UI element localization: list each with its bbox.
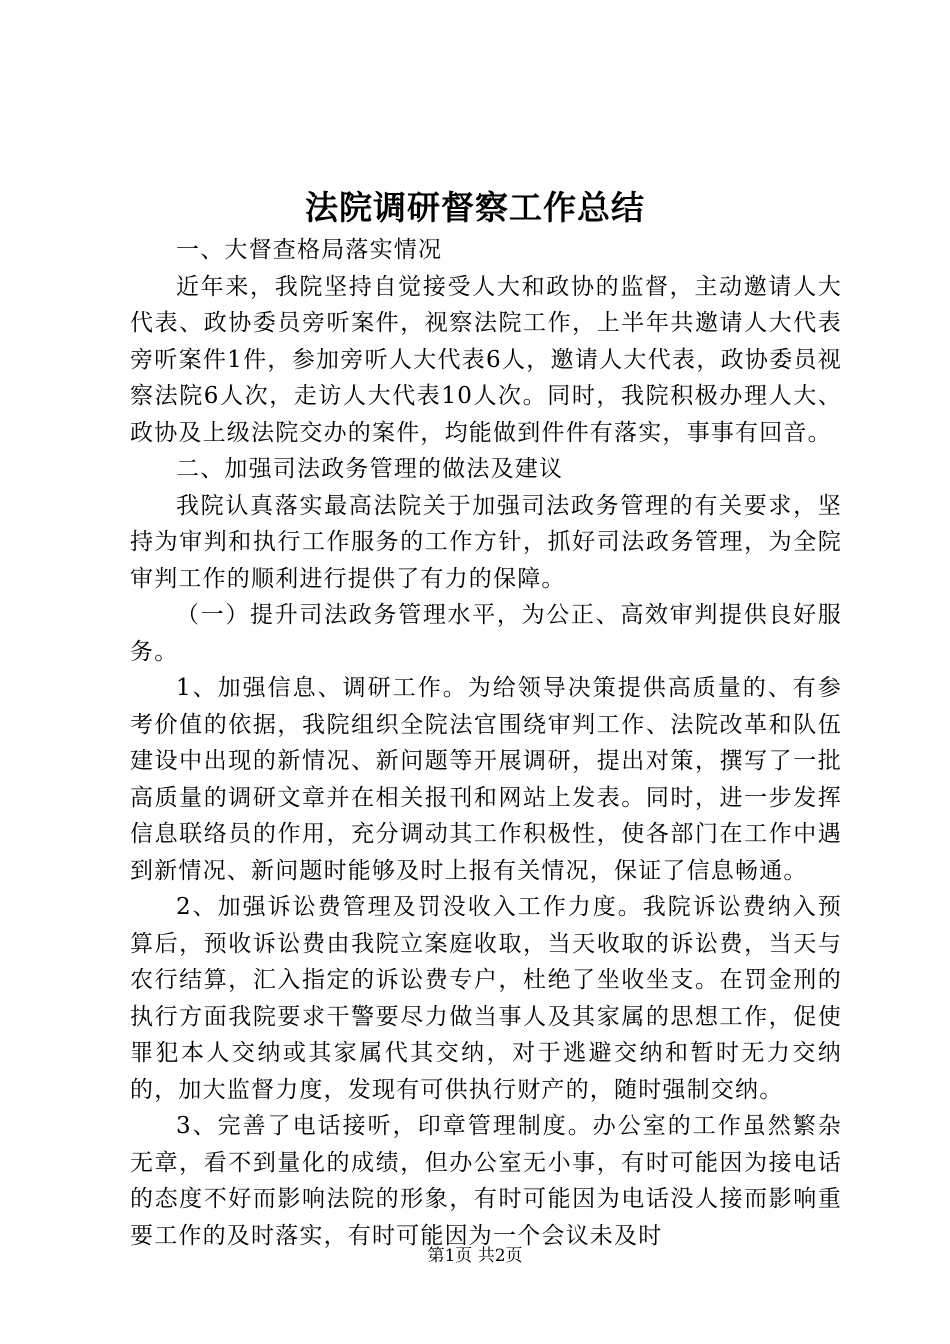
paragraph-5: 3、完善了电话接听，印章管理制度。办公室的工作虽然繁杂无章，看不到量化的成绩，但办公室无小事，有时可能因为接电话的态度不好而影响法院的形象，有时可能因为电话没人接而影响重要工作的及时落实，有时可能因为一个会议未及时 xyxy=(130,1113,842,1249)
page-footer: 第1页 共2页 xyxy=(427,1246,523,1266)
paragraph-2: 我院认真落实最高法院关于加强司法政务管理的有关要求，坚持为审判和执行工作服务的工作方针，抓好司法政务管理，为全院审判工作的顺利进行提供了有力的保障。 xyxy=(130,492,842,592)
paragraph-3: 1、加强信息、调研工作。为给领导决策提供高质量的、有参考价值的依据，我院组织全院法官围绕审判工作、法院改革和队伍建设中出现的新情况、新问题等开展调研，提出对策，撰写了一批高质量的调研文章并在相关报刊和网站上发表。同时，进一步发挥信息联络员的作用，充分调动其工作积极性，使各部门在工作中遇到新情况、新问题时能够及时上报有关情况，保证了信息畅通。 xyxy=(130,675,842,884)
section-heading-2: 二、加强司法政务管理的做法及建议 xyxy=(176,456,564,482)
document-body xyxy=(130,232,842,1254)
subsection-heading-1: （一）提升司法政务管理水平，为公正、高效审判提供良好服务。 xyxy=(130,602,842,665)
section-heading-1: 一、大督查格局落实情况 xyxy=(176,237,443,263)
paragraph-4: 2、加强诉讼费管理及罚没收入工作力度。我院诉讼费纳入预算后，预收诉讼费由我院立案庭收取，当天收取的诉讼费，当天与农行结算，汇入指定的诉讼费专户，杜绝了坐收坐支。在罚金刑的执行方面我院要求干警要尽力做当事人及其家属的思想工作，促使罪犯本人交纳或其家属代其交纳，对于逃避交纳和暂时无力交纳的，加大监督力度，发现有可供执行财产的，随时强制交纳。 xyxy=(130,894,842,1103)
paragraph-1: 近年来，我院坚持自觉接受人大和政协的监督，主动邀请人大代表、政协委员旁听案件，视察法院工作，上半年共邀请人大代表旁听案件1件，参加旁听人大代表6人，邀请人大代表，政协委员视察法院6人次，走访人大代表10人次。同时，我院积极办理人大、政协及上级法院交办的案件，均能做到件件有落实，事事有回音。 xyxy=(130,273,842,446)
document-title: 法院调研督察工作总结 xyxy=(305,188,645,227)
